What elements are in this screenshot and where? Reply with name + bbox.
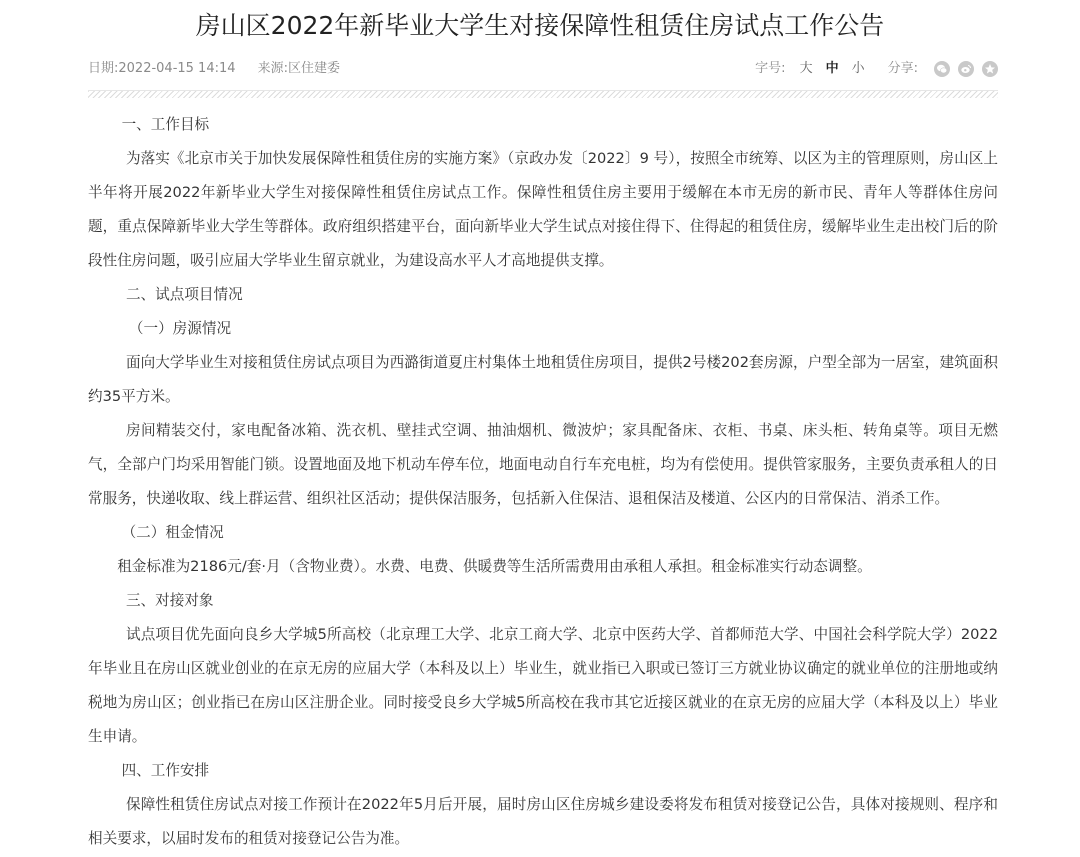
section-heading-goals: 一、工作目标 (121, 116, 210, 133)
paragraph: 为落实《北京市关于加快发展保障性租赁住房的实施方案》（京政办发〔2022〕9 号），按照全市统筹、以区为主的管理原则，房山区上半年将开展2022年新毕业大学生对接保障性租赁住房试点工作。保障性租赁住房主要用于缓解在本市无房的新市民、青年人等群体住房问题，重点保障新毕业大学生等群体。政府组织搭建平台，面向新毕业大学生试点对接住得下、住得起的租赁住房，缓解毕业生走出校门后的阶段性住房问题，吸引应届大学毕业生留京就业，为建设高水平人才高地提供支撑。 (88, 150, 998, 269)
paragraph: 房间精装交付，家电配备冰箱、洗衣机、壁挂式空调、抽油烟机、微波炉；家具配备床、衣柜、书桌、床头柜、转角桌等。项目无燃气，全部户门均采用智能门锁。设置地面及地下机动车停车位，地面电动自行车充电桩，均为有偿使用。提供管家服务，主要负责承租人的日常服务，快递收取、线上群运营、组织社区活动；提供保洁服务，包括新入住保洁、退租保洁及楼道、公区内的日常保洁、消杀工作。 (88, 422, 998, 507)
section-heading-target: 三、对接对象 (125, 592, 214, 609)
subheading-housing: （一）房源情况 (128, 320, 232, 337)
font-size-large-button[interactable]: 大 (799, 61, 813, 76)
article-body (88, 108, 998, 856)
wechat-icon[interactable] (934, 61, 950, 77)
meta-info (88, 58, 358, 80)
article-toolbar (755, 58, 998, 80)
weibo-icon[interactable] (958, 61, 974, 77)
font-size-small-button[interactable]: 小 (851, 61, 865, 76)
subheading-rent: （二）租金情况 (121, 524, 224, 541)
header-divider (88, 90, 998, 98)
publish-date: 日期:2022-04-15 14:14 (88, 61, 236, 76)
font-size-label: 字号: (755, 61, 786, 76)
paragraph: 面向大学毕业生对接租赁住房试点项目为西潞街道夏庄村集体土地租赁住房项目，提供2号楼202套房源，户型全部为一居室，建筑面积约35平方米。 (88, 354, 998, 405)
favorite-icon[interactable] (982, 61, 998, 77)
section-heading-project: 二、试点项目情况 (125, 286, 243, 303)
section-heading-arrangement: 四、工作安排 (121, 762, 210, 779)
paragraph: 租金标准为2186元/套·月（含物业费）。水费、电费、供暖费等生活所需费用由承租人承担。租金标准实行动态调整。 (117, 558, 872, 575)
paragraph: 保障性租赁住房试点对接工作预计在2022年5月后开展，届时房山区住房城乡建设委将发布租赁对接登记公告，具体对接规则、程序和相关要求，以届时发布的租赁对接登记公告为准。 (88, 796, 998, 847)
article-title: 房山区2022年新毕业大学生对接保障性租赁住房试点工作公告 (195, 11, 885, 40)
article-meta (88, 58, 998, 80)
paragraph: 试点项目优先面向良乡大学城5所高校（北京理工大学、北京工商大学、北京中医药大学、首都师范大学、中国社会科学院大学）2022年毕业且在房山区就业创业的在京无房的应届大学（本科及以上）毕业生，就业指已入职或已签订三方就业协议确定的就业单位的注册地或纳税地为房山区；创业指已在房山区注册企业。同时接受良乡大学城5所高校在我市其它近接区就业的在京无房的应届大学（本科及以上）毕业生申请。 (88, 626, 998, 745)
source-label: 来源:区住建委 (257, 61, 341, 76)
share-label: 分享: (887, 61, 918, 76)
font-size-medium-button[interactable]: 中 (825, 61, 839, 76)
